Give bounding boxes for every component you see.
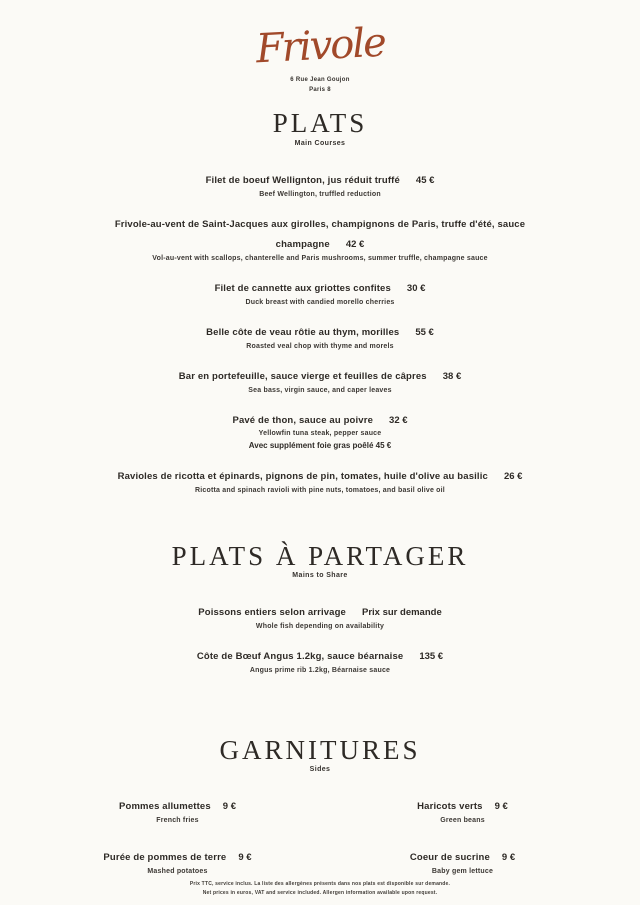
item-line: [80, 365, 560, 386]
item-name-en: Baby gem lettuce: [431, 867, 494, 875]
item-name-fr: Pommes allumettes: [119, 801, 211, 813]
item-name-fr: Filet de boeuf Wellignton, jus réduit truffé: [205, 174, 400, 186]
item-supplement: Avec supplément foie gras poêlé 45 €: [248, 441, 392, 451]
address-line-2: Paris 8: [309, 87, 331, 94]
item-name-fr: Coeur de sucrine: [409, 852, 490, 864]
item-name-fr: Filet de cannette aux griottes confites: [214, 283, 391, 295]
footer-line-1: Prix TTC, service inclus. La liste des allergènes présents dans nos plats est disponible sur demande.: [189, 881, 451, 887]
item-name-en: Whole fish depending on availability: [255, 623, 385, 631]
item-name-fr: Poissons entiers selon arrivage: [198, 607, 346, 619]
menu-item: [80, 277, 560, 306]
footer-line-2: Net prices in euros, VAT and service included. Allergen information available upon request.: [202, 890, 438, 896]
item-name-en: Green beans: [440, 817, 485, 825]
item-name-en: Beef Wellington, truffled reduction: [259, 190, 381, 198]
item-price: Prix sur demande: [362, 607, 442, 619]
item-line: [410, 846, 515, 867]
item-price: 135 €: [419, 651, 444, 663]
item-price: 42 €: [345, 239, 365, 251]
menu-item: [80, 213, 560, 263]
section-items: [0, 169, 640, 494]
menu-section: [0, 109, 640, 494]
item-line: [80, 645, 560, 666]
item-line: [80, 409, 560, 430]
section-subtitle: Main Courses: [294, 139, 346, 147]
item-price: 9 €: [501, 852, 516, 864]
item-name-fr: Ravioles de ricotta et épinards, pignons de pin, tomates, huile d'olive au basilic: [117, 471, 488, 483]
address-line-1: 6 Rue Jean Goujon: [290, 77, 350, 83]
menu-item: [80, 409, 560, 451]
item-name-en: Mashed potatoes: [147, 867, 208, 875]
menu-section: [0, 542, 640, 674]
menu-item: [80, 169, 560, 198]
menu-item: [80, 645, 560, 674]
menu-item: [417, 795, 508, 824]
item-line: [103, 846, 251, 867]
menu-item: [410, 846, 515, 875]
section-items: [0, 601, 640, 674]
section-subtitle: Sides: [309, 766, 331, 774]
item-name-fr: Haricots verts: [417, 801, 483, 813]
restaurant-address: [256, 75, 385, 95]
item-name-en: Roasted veal chop with thyme and morels: [246, 342, 394, 350]
section-title: GARNITURES: [219, 735, 421, 766]
item-price: 30 €: [406, 283, 426, 295]
item-price: 38 €: [442, 370, 462, 382]
menu-item: [80, 601, 560, 630]
item-line: [80, 169, 560, 190]
item-price: 9 €: [222, 801, 236, 813]
item-name-en: Angus prime rib 1.2kg, Béarnaise sauce: [249, 667, 391, 675]
item-line: [80, 321, 560, 342]
item-name-en: Vol-au-vent with scallops, chanterelle and Paris mushrooms, summer truffle, champagne sauce: [152, 255, 488, 263]
item-name-fr: Frivole-au-vent de Saint-Jacques aux girolles, champignons de Paris, truffe d'été, sauce champagne: [114, 218, 526, 251]
item-name-fr: Pavé de thon, sauce au poivre: [232, 414, 374, 426]
menu-item: [80, 465, 560, 494]
item-price: 26 €: [503, 471, 523, 483]
menu-section: [0, 736, 640, 875]
item-name-en: Sea bass, virgin sauce, and caper leaves: [248, 386, 392, 394]
menu-item: [119, 795, 236, 824]
item-price: 32 €: [389, 414, 408, 426]
item-name-en: French fries: [156, 817, 199, 825]
item-name-fr: Côte de Bœuf Angus 1.2kg, sauce béarnaise: [196, 651, 404, 663]
menu-sections: [0, 95, 640, 875]
item-name-fr: Purée de pommes de terre: [103, 852, 227, 864]
section-subtitle: Mains to Share: [292, 572, 348, 580]
item-name-fr: Bar en portefeuille, sauce vierge et feuilles de câpres: [178, 370, 427, 382]
menu-footer: [190, 880, 450, 905]
menu-item: [80, 365, 560, 394]
section-title: PLATS À PARTAGER: [171, 541, 469, 572]
item-line: [80, 213, 560, 255]
item-price: 45 €: [415, 174, 435, 186]
item-line: [80, 277, 560, 298]
item-line: [80, 601, 560, 622]
item-price: 9 €: [238, 852, 252, 864]
section-items: [35, 795, 605, 875]
item-price: 9 €: [494, 801, 508, 813]
section-title: PLATS: [272, 108, 368, 139]
menu-item: [80, 321, 560, 350]
menu-item: [103, 846, 251, 875]
restaurant-logo: Frivole: [254, 19, 386, 73]
item-name-en: Yellowfin tuna steak, pepper sauce: [258, 430, 382, 438]
item-name-fr: Belle côte de veau rôtie au thym, morilles: [206, 326, 400, 338]
item-line: [119, 795, 236, 816]
menu-header: [256, 0, 385, 95]
item-price: 55 €: [415, 326, 434, 338]
item-line: [80, 465, 560, 486]
item-line: [417, 795, 508, 816]
item-name-en: Duck breast with candied morello cherries: [245, 298, 395, 306]
item-name-en: Ricotta and spinach ravioli with pine nuts, tomatoes, and basil olive oil: [195, 487, 445, 495]
